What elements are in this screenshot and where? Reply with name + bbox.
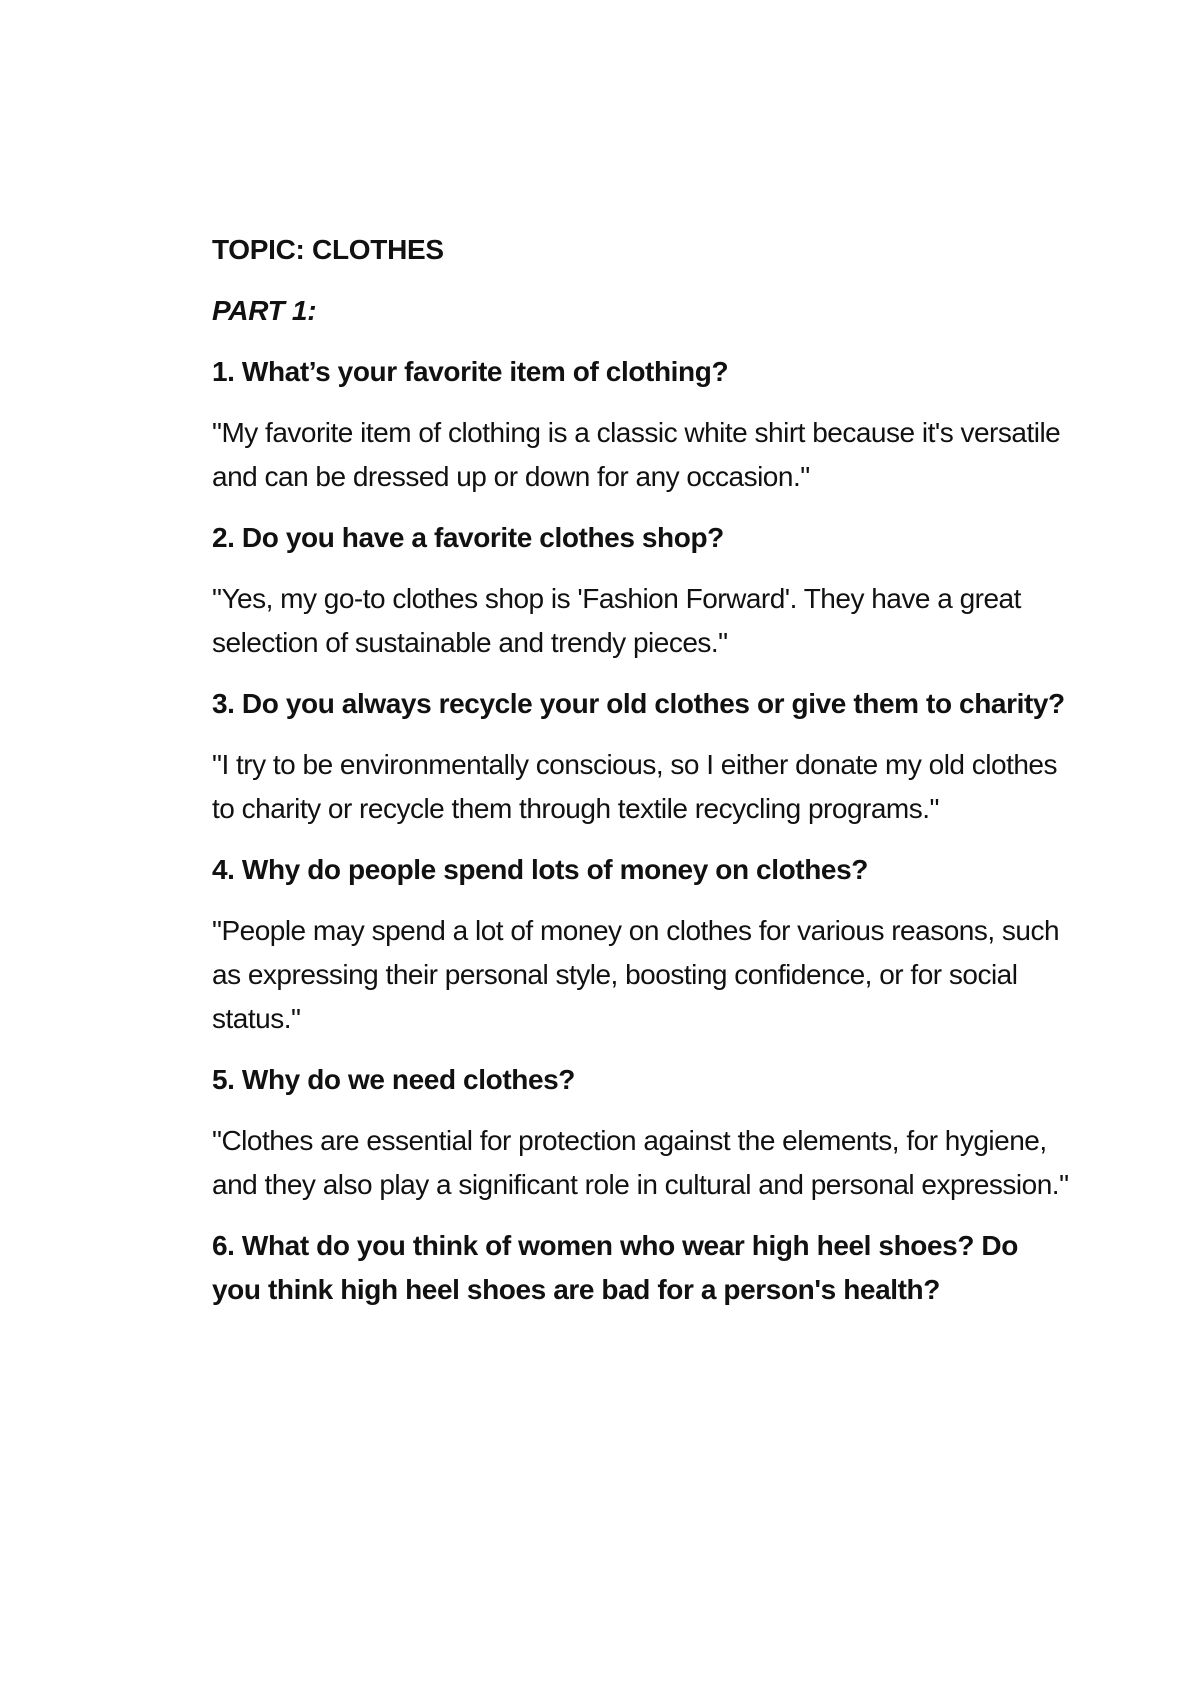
- question-1: 1. What’s your favorite item of clothing?: [212, 356, 729, 387]
- answer-4: "People may spend a lot of money on clothes for various reasons, such as expressing their personal style, boosting confidence, or for social status.": [212, 915, 1060, 1034]
- document-title: TOPIC: CLOTHES: [212, 234, 444, 265]
- question-2: 2. Do you have a favorite clothes shop?: [212, 522, 724, 553]
- question-3: 3. Do you always recycle your old clothes or give them to charity?: [212, 688, 1065, 719]
- document-page: [212, 228, 1072, 1329]
- question-4: 4. Why do people spend lots of money on clothes?: [212, 854, 868, 885]
- answer-2: "Yes, my go-to clothes shop is 'Fashion Forward'. They have a great selection of sustainable and trendy pieces.": [212, 583, 1021, 658]
- question-6: 6. What do you think of women who wear high heel shoes? Do you think high heel shoes are bad for a person's health?: [212, 1230, 1018, 1305]
- part-heading: PART 1:: [212, 295, 317, 326]
- answer-5: "Clothes are essential for protection against the elements, for hygiene, and they also play a significant role in cultural and personal expression.": [212, 1125, 1069, 1200]
- question-5: 5. Why do we need clothes?: [212, 1064, 575, 1095]
- answer-1: "My favorite item of clothing is a classic white shirt because it's versatile and can be dressed up or down for any occasion.": [212, 417, 1061, 492]
- answer-3: "I try to be environmentally conscious, so I either donate my old clothes to charity or recycle them through textile recycling programs.": [212, 749, 1057, 824]
